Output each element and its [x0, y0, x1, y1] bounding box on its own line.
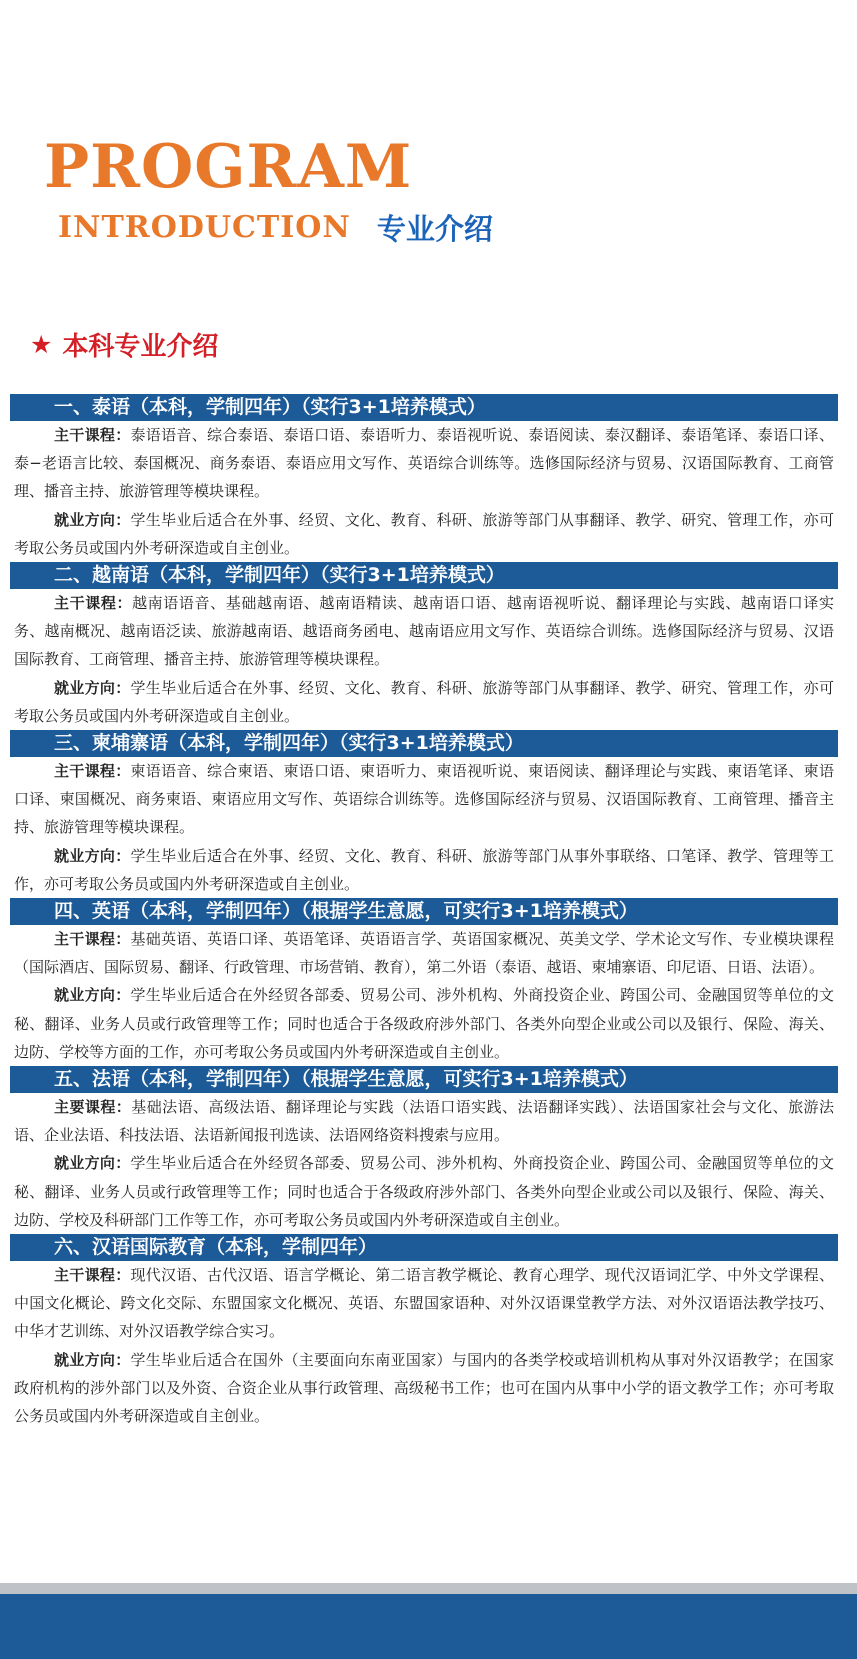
paragraph-text: 现代汉语、古代汉语、语言学概论、第二语言教学概论、教育心理学、现代汉语词汇学、中外文学课程、中国文化概论、跨文化交际、东盟国家文化概况、英语、东盟国家语种、对外汉语课堂教学方法、对外汉语语法教学技巧、中华才艺训练、对外汉语教学综合实习。: [14, 1266, 834, 1341]
paragraph-term: 主干课程：: [54, 594, 133, 613]
paragraph-term: 就业方向：: [54, 986, 131, 1005]
program-title-bar: 三、柬埔寨语（本科，学制四年）（实行3+1培养模式）: [10, 730, 838, 757]
paragraph-term: 主干课程：: [54, 930, 131, 949]
paragraph-term: 就业方向：: [54, 1154, 131, 1173]
paragraph-text: 柬语语音、综合柬语、柬语口语、柬语听力、柬语视听说、柬语阅读、翻译理论与实践、柬语笔译、柬语口译、柬国概况、商务柬语、柬语应用文写作、英语综合训练等。选修国际经济与贸易、汉语国际教育、工商管理、播音主持、旅游管理等模块课程。: [14, 762, 834, 837]
header-chinese-title: 专业介绍: [376, 211, 493, 246]
paragraph-text: 学生毕业后适合在外事、经贸、文化、教育、科研、旅游等部门从事外事联络、口笔译、教学、管理等工作，亦可考取公务员或国内外考研深造或自主创业。: [14, 846, 834, 893]
program-paragraph: [14, 842, 834, 898]
program-paragraph: [14, 1093, 834, 1149]
program-body: [10, 421, 838, 562]
program-body: [10, 1261, 838, 1430]
header-program-title: PROGRAM: [44, 132, 413, 202]
paragraph-term: 主干课程：: [54, 1266, 131, 1285]
section-subheading: [30, 324, 218, 364]
program-paragraph: [14, 925, 834, 981]
paragraph-text: 学生毕业后适合在外经贸各部委、贸易公司、涉外机构、外商投资企业、跨国公司、金融国贸等单位的文秘、翻译、业务人员或行政管理等工作；同时也适合于各级政府涉外部门、各类外向型企业或公司以及银行、保险、海关、边防、学校及科研部门工作等工作，亦可考取公务员或国内外考研深造或自主创业。: [14, 1154, 834, 1229]
program-paragraph: [14, 421, 834, 506]
paragraph-term: 就业方向：: [54, 846, 131, 865]
paragraph-text: 学生毕业后适合在外事、经贸、文化、教育、科研、旅游等部门从事翻译、教学、研究、管理工作，亦可考取公务员或国内外考研深造或自主创业。: [14, 678, 834, 725]
paragraph-term: 主要课程：: [54, 1098, 132, 1117]
paragraph-text: 基础法语、高级法语、翻译理论与实践（法语口语实践、法语翻译实践）、法语国家社会与文化、旅游法语、企业法语、科技法语、法语新闻报刊选读、法语网络资料搜索与应用。: [14, 1098, 834, 1145]
program-paragraph: [14, 1346, 834, 1431]
header-introduction-title: INTRODUCTION: [58, 209, 351, 245]
paragraph-term: 主干课程：: [54, 762, 131, 781]
program-paragraph: [14, 1261, 834, 1346]
program-paragraph: [14, 757, 834, 842]
program-body: [10, 1093, 838, 1234]
program-title-bar: 四、英语（本科，学制四年）（根据学生意愿，可实行3+1培养模式）: [10, 898, 838, 925]
paragraph-text: 学生毕业后适合在外事、经贸、文化、教育、科研、旅游等部门从事翻译、教学、研究、管理工作，亦可考取公务员或国内外考研深造或自主创业。: [14, 510, 834, 557]
footer-band: [0, 1583, 857, 1659]
paragraph-term: 就业方向：: [54, 1350, 131, 1369]
program-paragraph: [14, 674, 834, 730]
program-title-bar: 五、法语（本科，学制四年）（根据学生意愿，可实行3+1培养模式）: [10, 1066, 838, 1093]
paragraph-term: 主干课程：: [54, 426, 131, 444]
paragraph-text: 学生毕业后适合在国外（主要面向东南亚国家）与国内的各类学校或培训机构从事对外汉语教学；在国家政府机构的涉外部门以及外资、合资企业从事行政管理、高级秘书工作；也可在国内从事中小学的语文教学工作；亦可考取公务员或国内外考研深造或自主创业。: [14, 1350, 834, 1426]
program-title-bar: 六、汉语国际教育（本科，学制四年）: [10, 1234, 838, 1261]
paragraph-text: 泰语语音、综合泰语、泰语口语、泰语听力、泰语视听说、泰语阅读、泰汉翻译、泰语笔译、泰语口译、泰−老语言比较、泰国概况、商务泰语、泰语应用文写作、英语综合训练等。选修国际经济与贸易、汉语国际教育、工商管理、播音主持、旅游管理等模块课程。: [14, 426, 834, 501]
program-paragraph: [14, 506, 834, 562]
paragraph-term: 就业方向：: [54, 510, 131, 529]
program-paragraph: [14, 1149, 834, 1234]
paragraph-term: 就业方向：: [54, 678, 131, 697]
program-title-bar: 二、越南语（本科，学制四年）（实行3+1培养模式）: [10, 562, 838, 589]
paragraph-text: 越南语语音、基础越南语、越南语精读、越南语口语、越南语视听说、翻译理论与实践、越南语口译实务、越南概况、越南语泛读、旅游越南语、越语商务函电、越南语应用文写作、英语综合训练。选修国际经济与贸易、汉语国际教育、工商管理、播音主持、旅游管理等模块课程。: [14, 594, 834, 669]
subheading-text: 本科专业介绍: [62, 331, 219, 362]
programs-list: [10, 394, 838, 1430]
program-body: [10, 757, 838, 898]
program-title-bar: 一、泰语（本科，学制四年）（实行3+1培养模式）: [10, 394, 838, 421]
paragraph-text: 学生毕业后适合在外经贸各部委、贸易公司、涉外机构、外商投资企业、跨国公司、金融国贸等单位的文秘、翻译、业务人员或行政管理等工作；同时也适合于各级政府涉外部门、各类外向型企业或公司以及银行、保险、海关、边防、学校等方面的工作，亦可考取公务员或国内外考研深造或自主创业。: [14, 986, 834, 1061]
header-introduction-row: [58, 203, 493, 251]
program-paragraph: [14, 589, 834, 674]
program-paragraph: [14, 981, 834, 1066]
star-icon: ★: [30, 329, 53, 359]
program-body: [10, 589, 838, 730]
paragraph-text: 基础英语、英语口译、英语笔译、英语语言学、英语国家概况、英美文学、学术论文写作、专业模块课程（国际酒店、国际贸易、翻译、行政管理、市场营销、教育），第二外语（泰语、越语、柬埔寨语、印尼语、日语、法语）。: [14, 930, 834, 977]
program-body: [10, 925, 838, 1066]
